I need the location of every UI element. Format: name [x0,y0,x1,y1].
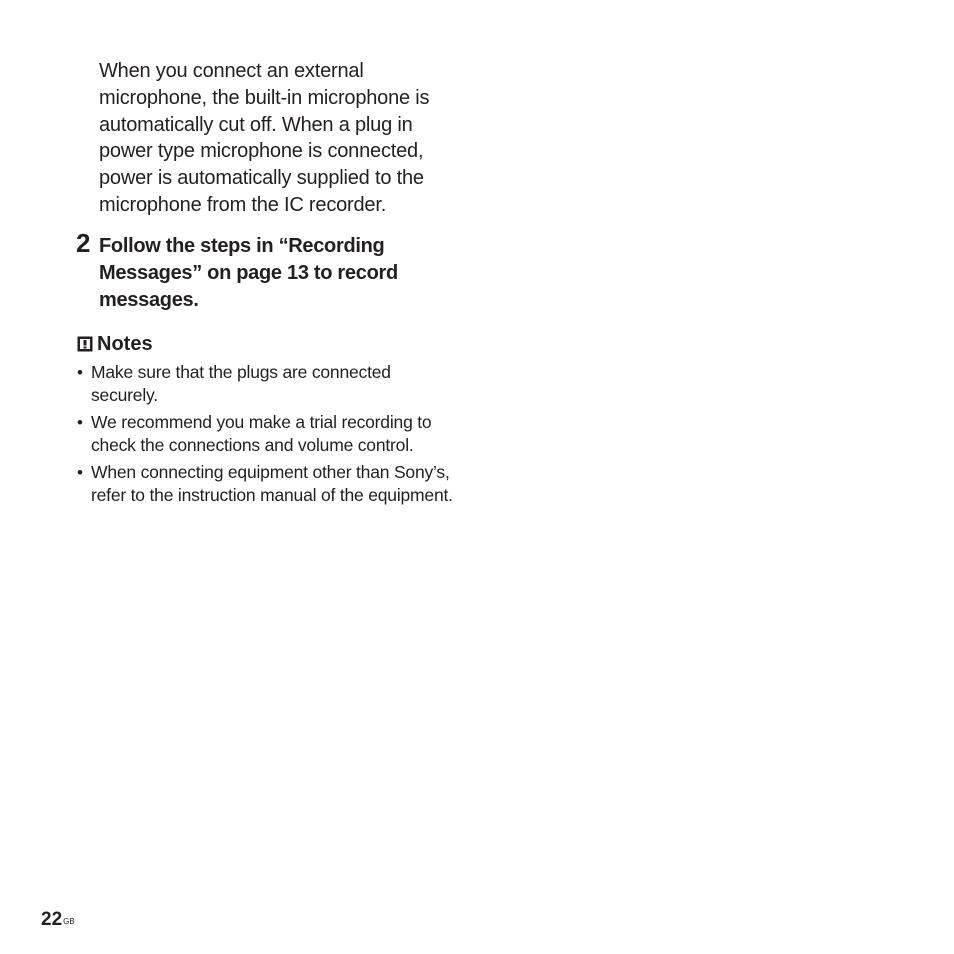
page-number [41,908,75,932]
notes-title: Notes [97,333,153,355]
page-number-suffix: GB [63,917,75,926]
caution-icon [77,336,93,352]
intro-paragraph: When you connect an external microphone, the built-in microphone is automatically cut off. When a plug in power type microphone is connected, power is automatically supplied to the microphone from the IC recorder. [99,60,430,216]
step-number: 2 [76,228,91,258]
page-number-value: 22 [41,909,63,930]
note-text: When connecting equipment other than Sony’s, refer to the instruction manual of the equipment. [91,462,453,505]
list-item [77,461,457,507]
bullet-icon: • [77,463,83,482]
list-item [77,411,457,457]
list-item [77,361,457,407]
note-text: Make sure that the plugs are connected securely. [91,362,391,405]
bullet-icon: • [77,363,83,382]
bullet-icon: • [77,413,83,432]
notes-heading [77,332,153,356]
step-instruction: Follow the steps in “Recording Messages” on page 13 to record messages. [99,235,398,311]
note-text: We recommend you make a trial recording to check the connections and volume control. [91,412,432,455]
notes-list [77,361,457,511]
